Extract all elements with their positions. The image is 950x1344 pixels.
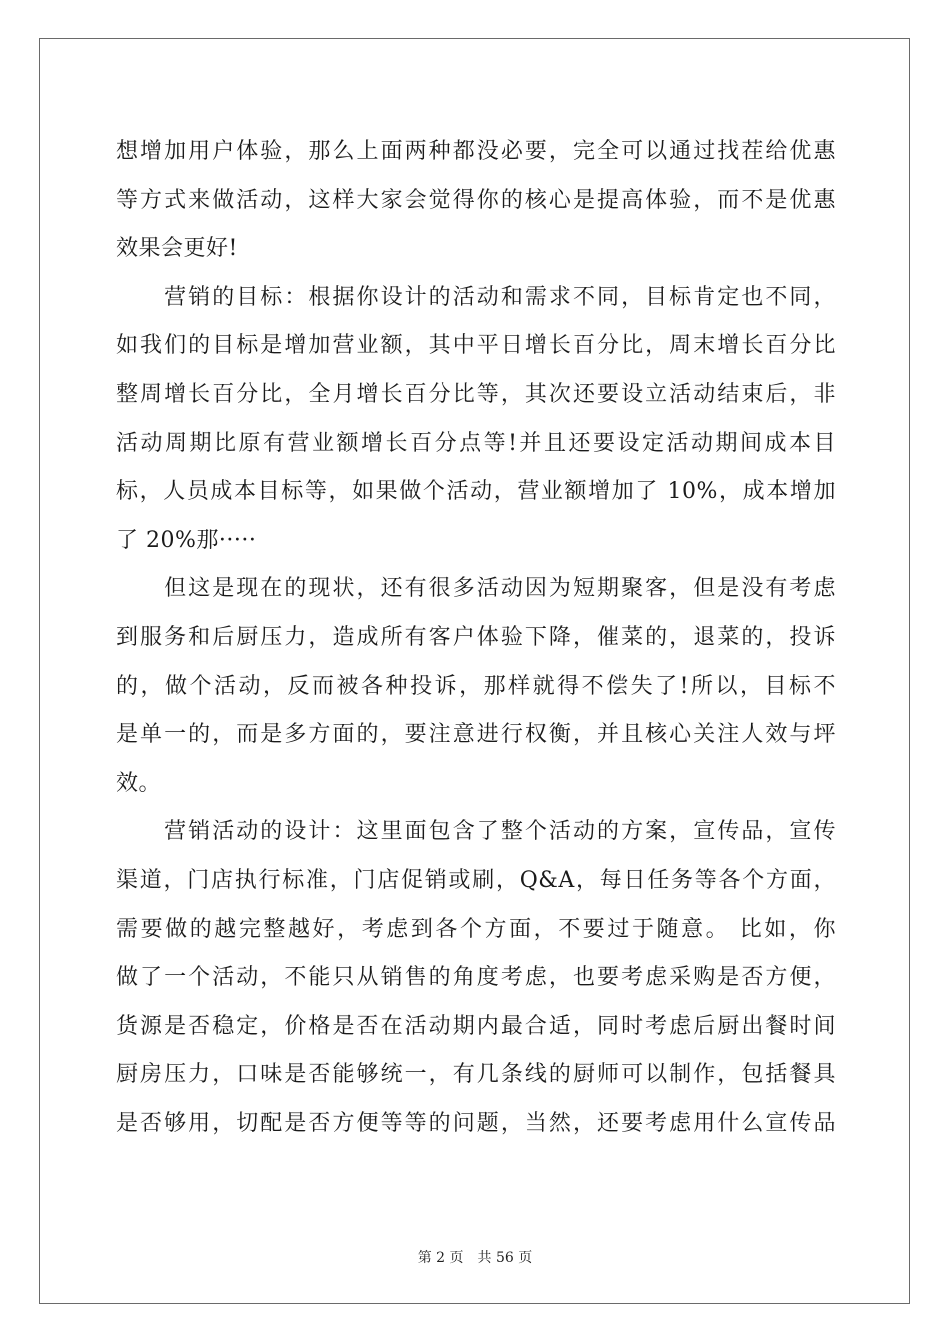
text-line: 效果会更好! — [116, 236, 238, 262]
page-number-footer: 第 2 页 共 56 页 — [417, 1250, 533, 1266]
text-line: 想增加用户体验，那么上面两种都没必要，完全可以通过找茬给优惠 — [116, 139, 836, 164]
text-line: 是否够用，切配是否方便等等的问题，当然，还要考虑用什么宣传品 — [116, 1110, 836, 1136]
text-line: 但这是现在的现状，还有很多活动因为短期聚客，但是没有考虑 — [116, 576, 836, 602]
text-line: 到服务和后厨压力，造成所有客户体验下降，催菜的，退菜的，投诉 — [116, 624, 836, 650]
text-line: 整周增长百分比，全月增长百分比等，其次还要设立活动结束后，非 — [116, 381, 836, 407]
text-line: 货源是否稳定，价格是否在活动期内最合适，同时考虑后厨出餐时间 — [116, 1013, 836, 1039]
document-body — [116, 128, 836, 1148]
text-line: 是单一的，而是多方面的，要注意进行权衡，并且核心关注人效与坪 — [116, 722, 836, 748]
text-line: 厨房压力，口味是否能够统一，有几条线的厨师可以制作，包括餐具 — [116, 1062, 836, 1088]
text-line: 的，做个活动，反而被各种投诉，那样就得不偿失了!所以，目标不 — [116, 673, 836, 699]
text-line: 标，人员成本目标等，如果做个活动，营业额增加了 10%，成本增加 — [116, 479, 836, 505]
text-line: 做了一个活动，不能只从销售的角度考虑，也要考虑采购是否方便， — [116, 965, 836, 991]
text-line: 营销活动的设计：这里面包含了整个活动的方案，宣传品，宣传 — [116, 819, 836, 845]
text-line: 效。 — [116, 770, 162, 796]
text-line: 了 20%那····· — [116, 527, 257, 553]
text-line: 活动周期比原有营业额增长百分点等!并且还要设定活动期间成本目 — [116, 430, 836, 456]
text-line: 渠道，门店执行标准，门店促销或刷，Q&A，每日任务等各个方面， — [116, 867, 836, 893]
text-line: 需要做的越完整越好，考虑到各个方面，不要过于随意。 比如，你 — [116, 916, 836, 942]
text-line: 如我们的目标是增加营业额，其中平日增长百分比，周末增长百分比 — [116, 333, 836, 359]
text-line: 等方式来做活动，这样大家会觉得你的核心是提高体验，而不是优惠 — [116, 187, 836, 213]
text-line: 营销的目标：根据你设计的活动和需求不同，目标肯定也不同， — [116, 284, 836, 310]
